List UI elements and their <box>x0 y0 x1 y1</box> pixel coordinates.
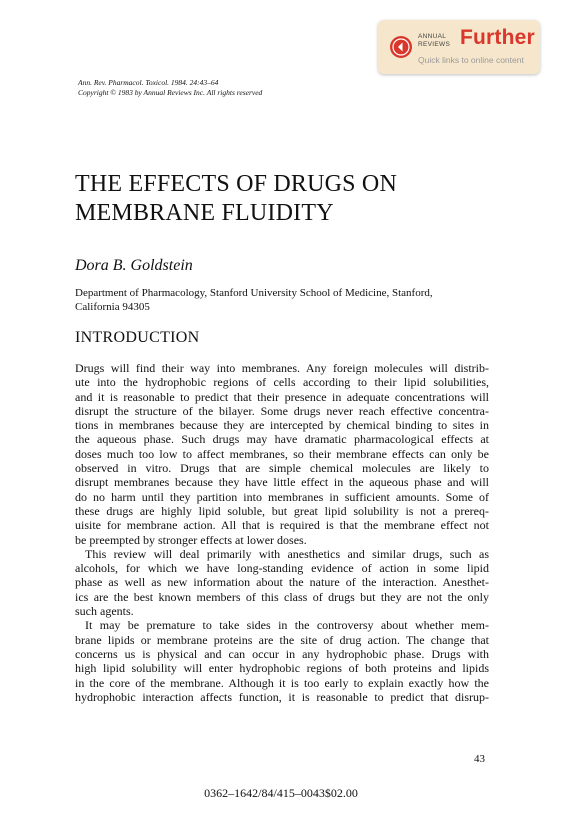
body-line: tions in membranes because they are intercepted by chemical binding to sites in <box>75 418 489 433</box>
author-name: Dora B. Goldstein <box>75 257 193 274</box>
body-line: phase as well as new information about the nature of the interaction. Anesthet- <box>75 575 489 590</box>
page-number: 43 <box>474 753 485 765</box>
title-line: MEMBRANE FLUIDITY <box>75 200 334 226</box>
banner-annual: ANNUAL <box>418 33 447 40</box>
section-heading: INTRODUCTION <box>75 329 200 346</box>
body-line: do no harm until they partition into membranes in sufficient amounts. Some of <box>75 489 489 504</box>
banner-brand-small <box>418 33 462 49</box>
body-line: brane lipids or membrane proteins are the site of drug action. The change that <box>75 632 489 647</box>
body-line: disrupt the structure of the bilayer. Some drugs never reach effective concentra- <box>75 403 489 418</box>
body-line: hydrophobic interaction affects function, it is reasonable to predict that disrup- <box>75 689 489 704</box>
copyright-line: Copyright © 1983 by Annual Reviews Inc. All rights reserved <box>78 88 263 97</box>
body-line: alcohols, for which we have long-standing evidence of action in some lipid <box>75 561 489 576</box>
body-text <box>75 361 489 704</box>
banner-reviews: REVIEWS <box>418 41 451 48</box>
banner-further: Further <box>460 26 535 49</box>
title-line: THE EFFECTS OF DRUGS ON <box>75 171 397 197</box>
body-line: disrupt membranes because they have little effect in the aqueous phase and will <box>75 475 489 490</box>
article-title <box>75 170 495 228</box>
body-line: these drugs are highly lipid soluble, but great lipid solubility is not a prereq- <box>75 503 489 518</box>
further-banner[interactable] <box>378 20 540 74</box>
journal-citation <box>78 78 262 98</box>
body-line: and it is reasonable to predict that their presence in adequate concentrations will <box>75 389 489 404</box>
body-line: Drugs will find their way into membranes. Any foreign molecules will distrib- <box>75 361 489 375</box>
body-line: such agents. <box>75 604 134 619</box>
body-line: ics are the best known members of this class of drugs but they are not the only <box>75 589 489 604</box>
affiliation-line: Department of Pharmacology, Stanford University School of Medicine, Stanford, <box>75 287 433 299</box>
body-line: This review will deal primarily with anesthetics and similar drugs, such as <box>85 546 489 561</box>
body-line: concerns us is physical and can occur in any hydrophobic phase. Drugs with <box>75 646 489 661</box>
chevron-left-circle-icon <box>389 35 413 59</box>
banner-subtitle: Quick links to online content <box>418 55 524 65</box>
body-line: observed in vitro. Drugs that are simple chemical molecules are likely to <box>75 461 489 476</box>
body-line: in the core of the membrane. Although it is too early to explain exactly how the <box>75 675 489 690</box>
body-line: high lipid solubility will enter hydrophobic regions of both proteins and lipids <box>75 661 489 676</box>
body-line: doses much too low to affect membranes, so their membrane effects can only be <box>75 446 489 461</box>
affiliation-line: California 94305 <box>75 301 150 313</box>
author-affiliation <box>75 286 495 314</box>
body-line: uisite for membrane action. All that is required is that the membrane effect not <box>75 518 489 533</box>
body-line: ute into the hydrophobic regions of cells according to their lipid solubilities, <box>75 375 489 390</box>
body-line: It may be premature to take sides in the controversy about whether mem- <box>85 618 489 633</box>
citation-line: Ann. Rev. Pharmacol. Toxicol. 1984. 24:43–64 <box>78 78 219 87</box>
footer-code: 0362–1642/84/415–0043$02.00 <box>204 786 358 800</box>
body-line: the aqueous phase. Such drugs may have dramatic pharmacological effects at <box>75 432 489 447</box>
body-line: be preempted by stronger effects at lower doses. <box>75 532 307 547</box>
